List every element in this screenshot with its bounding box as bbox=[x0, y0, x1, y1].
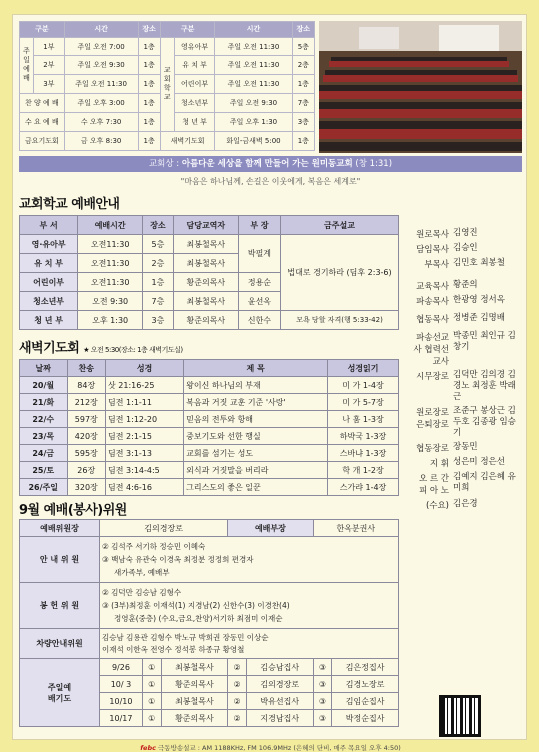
prayer-cell: 김의경장로 bbox=[246, 676, 313, 693]
staff-row bbox=[411, 472, 523, 496]
edu-header: 예배시간 bbox=[78, 216, 143, 235]
dawn-cell: 딤전 4:6-16 bbox=[106, 479, 184, 496]
schedule-cell: 1층 bbox=[138, 75, 160, 94]
staff-role: 협동목사 bbox=[416, 315, 449, 325]
church-slogan: "마음은 하나님께, 손길은 이웃에게, 복음은 세계로" bbox=[180, 177, 361, 186]
edu-sermon: 법대로 경기하라 (딤후 2:3-6) bbox=[281, 235, 399, 311]
prayer-cell: 지경남집사 bbox=[246, 710, 313, 727]
parking-label: 차량안내위원 bbox=[20, 629, 100, 659]
schedule-cell: 영유아부 bbox=[174, 37, 215, 56]
staff-names: 김은경 bbox=[453, 499, 478, 509]
edu-header: 금주설교 bbox=[281, 216, 399, 235]
staff-role: 오 르 간 피 아 노 bbox=[418, 474, 449, 496]
edu-cell: 2층 bbox=[143, 254, 174, 273]
schedule-cell: 2부 bbox=[34, 56, 65, 75]
staff-names: 김덕만 김의경 김경노 최정훈 박래근 bbox=[453, 370, 516, 402]
staff-names: 박종민 최인규 김창기 bbox=[453, 331, 516, 352]
schedule-cell: 7층 bbox=[292, 94, 314, 113]
dawn-cell: 21/화 bbox=[20, 394, 68, 411]
offering-line: ③ (3부)최정훈 이재석(1) 지경남(2) 신한수(3) 이경찬(4) bbox=[102, 601, 290, 610]
schedule-cell: 주일 오전 11:30 bbox=[215, 37, 292, 56]
prayer-cell: 박정순집사 bbox=[332, 710, 399, 727]
dawn-cell: 삿 21:16-25 bbox=[106, 377, 184, 394]
prayer-cell: ③ bbox=[313, 659, 332, 676]
edu-cell: 오전11:30 bbox=[78, 273, 143, 292]
staff-role: 교육목사 bbox=[416, 282, 449, 292]
staff-names: 한광영 정서옥 bbox=[453, 295, 505, 305]
schedule-cell: 수 요 예 배 bbox=[20, 113, 65, 132]
prayer-label-cell bbox=[20, 659, 100, 727]
schedule-cell: 주일 오전 11:30 bbox=[64, 75, 138, 94]
staff-names: 김예지 김은혜 유미희 bbox=[453, 472, 516, 493]
chair-label: 예배위원장 bbox=[20, 520, 100, 537]
qr-code[interactable] bbox=[439, 695, 481, 737]
edu-cell: 청소년부 bbox=[20, 292, 78, 311]
dawn-cell: 왕이신 하나님의 부재 bbox=[184, 377, 328, 394]
prayer-cell: ① bbox=[142, 676, 161, 693]
dawn-cell: 26/주일 bbox=[20, 479, 68, 496]
schedule-cell: 찬 양 예 배 bbox=[20, 94, 65, 113]
staff-role: 부목사 bbox=[424, 260, 449, 270]
guide-line: 새가족부, 예배부 bbox=[114, 568, 170, 577]
staff-role: 협동장로 bbox=[416, 444, 449, 454]
dawn-header: 찬송 bbox=[67, 360, 106, 377]
schedule-header: 시간 bbox=[215, 22, 292, 38]
schedule-cell: 1층 bbox=[138, 56, 160, 75]
edu-header: 담당교역자 bbox=[173, 216, 238, 235]
staff-names: 황준의 bbox=[453, 280, 478, 290]
prayer-cell: ① bbox=[142, 693, 161, 710]
staff-names: 조준구 봉상근 김두호 김종광 임승기 bbox=[453, 406, 516, 438]
staff-names: 정병준 김명배 bbox=[453, 313, 505, 323]
schedule-cell: 유 치 부 bbox=[174, 56, 215, 75]
staff-role: 지 휘 bbox=[429, 459, 449, 469]
prayer-label: 주일예배기도 bbox=[47, 682, 72, 703]
prayer-cell: ② bbox=[228, 659, 247, 676]
prayer-date: 10/ 3 bbox=[100, 676, 143, 693]
dawn-cell: 25/토 bbox=[20, 462, 68, 479]
dawn-title: 새벽기도회 bbox=[19, 341, 80, 356]
committee-table bbox=[19, 519, 399, 727]
dawn-cell: 나 훔 1-3장 bbox=[328, 411, 399, 428]
motto-ref: (창 1:31) bbox=[352, 159, 393, 169]
footer bbox=[19, 743, 522, 752]
edu-cell: 청 년 부 bbox=[20, 311, 78, 330]
schedule-cell: 1층 bbox=[138, 113, 160, 132]
dawn-cell: 그리스도의 좋은 일꾼 bbox=[184, 479, 328, 496]
schedule-cell: 청 년 부 bbox=[174, 113, 215, 132]
schedule-cell: 주일 오전 9:30 bbox=[64, 56, 138, 75]
schedule-cell: 주일 오전 11:30 bbox=[215, 56, 292, 75]
prayer-cell: ③ bbox=[313, 693, 332, 710]
schedule-table bbox=[19, 21, 315, 151]
edu-header: 장소 bbox=[143, 216, 174, 235]
vice-label: 예배부장 bbox=[228, 520, 313, 537]
schedule-cell: 3부 bbox=[34, 75, 65, 94]
schedule-cell: 5층 bbox=[292, 37, 314, 56]
dawn-cell: 딤전 2:1-15 bbox=[106, 428, 184, 445]
offering-line: ② 김덕만 김승남 김형수 bbox=[102, 588, 182, 597]
schedule-cell: 주일 오후 1:30 bbox=[215, 113, 292, 132]
dawn-cell: 학 개 1-2장 bbox=[328, 462, 399, 479]
prayer-date: 9/26 bbox=[100, 659, 143, 676]
edu-cell: 오전 9:30 bbox=[78, 292, 143, 311]
worship-group-label: 주일예배 bbox=[20, 37, 34, 94]
staff-role: 파송목사 bbox=[416, 297, 449, 307]
staff-row bbox=[411, 331, 523, 367]
edu-cell: 오전11:30 bbox=[78, 254, 143, 273]
parking-line: 김승남 김용관 김형수 박노규 박희권 장동민 이상순 bbox=[102, 632, 269, 642]
offering-names bbox=[100, 583, 399, 629]
dawn-cell: 84장 bbox=[67, 377, 106, 394]
prayer-cell: ② bbox=[228, 676, 247, 693]
dawn-cell: 212장 bbox=[67, 394, 106, 411]
edu-cell: 최봉철목사 bbox=[173, 235, 238, 254]
staff-row bbox=[411, 228, 523, 240]
schedule-cell: 1층 bbox=[292, 132, 314, 151]
schedule-cell: 화일-금새벽 5:00 bbox=[215, 132, 292, 151]
staff-row bbox=[411, 295, 523, 307]
edu-cell: 3층 bbox=[143, 311, 174, 330]
chair-name: 김의경장로 bbox=[100, 520, 228, 537]
schedule-cell: 1부 bbox=[34, 37, 65, 56]
schedule-cell: 3층 bbox=[292, 113, 314, 132]
dawn-cell: 420장 bbox=[67, 428, 106, 445]
edu-section-title: 교회학교 예배안내 bbox=[19, 197, 120, 212]
staff-role: 시무장로 bbox=[416, 372, 449, 382]
dawn-header: 성경읽기 bbox=[328, 360, 399, 377]
edu-header: 부 서 bbox=[20, 216, 78, 235]
dawn-cell: 595장 bbox=[67, 445, 106, 462]
edu-cell: 최봉철목사 bbox=[173, 254, 238, 273]
bulletin-page bbox=[12, 14, 527, 752]
dawn-cell: 복음과 거짓 교훈 기준 '사랑' bbox=[184, 394, 328, 411]
prayer-date: 10/17 bbox=[100, 710, 143, 727]
schedule-cell: 1층 bbox=[138, 37, 160, 56]
schedule-header: 구분 bbox=[160, 22, 215, 38]
schedule-header: 구분 bbox=[20, 22, 65, 38]
dawn-cell: 22/수 bbox=[20, 411, 68, 428]
dawn-header: 성경 bbox=[106, 360, 184, 377]
prayer-date: 10/10 bbox=[100, 693, 143, 710]
staff-role: 파송선교사 협력선교사 bbox=[413, 333, 449, 367]
prayer-cell: 김경노장로 bbox=[332, 676, 399, 693]
prayer-cell: ② bbox=[228, 693, 247, 710]
staff-row bbox=[411, 280, 523, 292]
schedule-cell: 금 오후 8:30 bbox=[64, 132, 138, 151]
edu-cell: 유 치 부 bbox=[20, 254, 78, 273]
staff-row bbox=[411, 406, 523, 439]
edu-cell: 황준의목사 bbox=[173, 273, 238, 292]
schedule-header: 장소 bbox=[292, 22, 314, 38]
staff-role: 원로목사 bbox=[416, 230, 449, 240]
dawn-cell: 교회를 섬기는 성도 bbox=[184, 445, 328, 462]
staff-names: 김민호 최봉철 bbox=[453, 258, 505, 268]
schedule-cell: 주일 오후 3:00 bbox=[64, 94, 138, 113]
prayer-cell: 박유선집사 bbox=[246, 693, 313, 710]
edu-cell: 어린이부 bbox=[20, 273, 78, 292]
dawn-cell: 스바냐 1-3장 bbox=[328, 445, 399, 462]
prayer-cell: 김은정집사 bbox=[332, 659, 399, 676]
dawn-cell: 320장 bbox=[67, 479, 106, 496]
schedule-cell: 어린이부 bbox=[174, 75, 215, 94]
prayer-cell: ① bbox=[142, 659, 161, 676]
dawn-cell: 하박국 1-3장 bbox=[328, 428, 399, 445]
staff-names: 김영진 bbox=[453, 228, 478, 238]
dawn-cell: 딤전 1:1-11 bbox=[106, 394, 184, 411]
dawn-cell: 미 가 1-4장 bbox=[328, 377, 399, 394]
prayer-cell: 김임순집사 bbox=[332, 693, 399, 710]
prayer-cell: 최봉철목사 bbox=[161, 659, 228, 676]
edu-cell: 5층 bbox=[143, 235, 174, 254]
edu-cell: 황준의목사 bbox=[173, 311, 238, 330]
staff-role: (수요) bbox=[425, 501, 449, 511]
edu-cell: 1층 bbox=[143, 273, 174, 292]
staff-row bbox=[411, 370, 523, 403]
motto-prefix: 교회상 : bbox=[148, 159, 182, 169]
dawn-cell: 20/월 bbox=[20, 377, 68, 394]
schedule-cell: 청소년부 bbox=[174, 94, 215, 113]
edu-youth-sermon: 모욕 당할 자격(행 5:33-42) bbox=[281, 311, 399, 330]
prayer-cell: ② bbox=[228, 710, 247, 727]
edu-cell: 정용순 bbox=[238, 273, 280, 292]
motto-text: 아름다운 세상을 함께 만들어 가는 원미동교회 bbox=[181, 159, 353, 169]
prayer-cell: 김승남집사 bbox=[246, 659, 313, 676]
guide-line: ③ 백남숙 유관숙 이경옥 최정분 정정희 편경자 bbox=[102, 555, 254, 564]
schedule-cell: 1층 bbox=[138, 94, 160, 113]
guide-label: 안 내 위 원 bbox=[20, 537, 100, 583]
staff-row bbox=[411, 243, 523, 255]
schedule-cell: 1층 bbox=[292, 75, 314, 94]
dawn-cell: 딤전 3:14-4:5 bbox=[106, 462, 184, 479]
edu-cell: 오전11:30 bbox=[78, 235, 143, 254]
schedule-cell: 금요기도회 bbox=[20, 132, 65, 151]
staff-row bbox=[411, 499, 523, 511]
schedule-cell: 주일 오전 11:30 bbox=[215, 75, 292, 94]
edu-cell: 최봉철목사 bbox=[173, 292, 238, 311]
staff-row bbox=[411, 313, 523, 325]
schedule-cell: 주일 오전 9:30 bbox=[215, 94, 292, 113]
edu-table bbox=[19, 215, 399, 330]
prayer-cell: 황준의목사 bbox=[161, 676, 228, 693]
schedule-cell: 2층 bbox=[292, 56, 314, 75]
staff-names: 김승인 bbox=[453, 243, 478, 253]
dawn-cell: 믿음의 전투와 항해 bbox=[184, 411, 328, 428]
schedule-cell: 주일 오전 7:00 bbox=[64, 37, 138, 56]
prayer-cell: ③ bbox=[313, 676, 332, 693]
dawn-header: 날짜 bbox=[20, 360, 68, 377]
schedule-cell: 1층 bbox=[138, 132, 160, 151]
edu-cell: 오후 1:30 bbox=[78, 311, 143, 330]
edu-cell: 박필계 bbox=[238, 235, 280, 273]
dawn-header: 제 목 bbox=[184, 360, 328, 377]
prayer-cell: ① bbox=[142, 710, 161, 727]
motto-banner bbox=[19, 156, 522, 172]
dawn-cell: 스가랴 1-4장 bbox=[328, 479, 399, 496]
dawn-table bbox=[19, 359, 399, 496]
offering-line: 정영훈(중층) (수요,금요,찬양)서기하 최점미 이재순 bbox=[114, 614, 283, 623]
dawn-cell: 26장 bbox=[67, 462, 106, 479]
vice-name: 한옥분권사 bbox=[313, 520, 398, 537]
edu-header: 부 장 bbox=[238, 216, 280, 235]
footer-text: 극동방송설교 : AM 1188KHz, FM 106.9MHz (은혜의 단비, 매주 목요일 오후 4:50) bbox=[158, 744, 401, 752]
staff-names: 장동민 bbox=[453, 442, 478, 452]
dawn-cell: 24/금 bbox=[20, 445, 68, 462]
schedule-header: 장소 bbox=[138, 22, 160, 38]
dawn-cell: 외식과 거짓말을 버리라 bbox=[184, 462, 328, 479]
staff-role: 담임목사 bbox=[416, 245, 449, 255]
dawn-cell: 미 가 5-7장 bbox=[328, 394, 399, 411]
staff-names: 성은미 정은선 bbox=[453, 457, 505, 467]
schedule-header: 시간 bbox=[64, 22, 138, 38]
guide-line: ② 김석주 서기하 정승민 이혜숙 bbox=[102, 542, 206, 551]
febc-logo: febc bbox=[140, 744, 156, 752]
staff-role: 원로장로 은퇴장로 bbox=[416, 408, 449, 430]
sanctuary-photo bbox=[319, 21, 522, 153]
prayer-cell: 최봉철목사 bbox=[161, 693, 228, 710]
prayer-cell: ③ bbox=[313, 710, 332, 727]
dawn-section-title bbox=[19, 337, 183, 356]
offering-label: 봉 헌 위 원 bbox=[20, 583, 100, 629]
dawn-cell: 중보기도와 선한 행실 bbox=[184, 428, 328, 445]
dawn-cell: 딤전 1:12-20 bbox=[106, 411, 184, 428]
staff-row bbox=[411, 442, 523, 454]
edu-cell: 신한수 bbox=[238, 311, 280, 330]
guide-names bbox=[100, 537, 399, 583]
edu-cell: 윤선옥 bbox=[238, 292, 280, 311]
staff-row bbox=[411, 457, 523, 469]
dawn-cell: 597장 bbox=[67, 411, 106, 428]
parking-line: 이재석 이한옥 전영수 정석봉 하종규 황영철 bbox=[102, 644, 245, 654]
dawn-note: ★ 오전 5:30(장소: 1층 새벽기도실) bbox=[83, 346, 183, 354]
dawn-cell: 딤전 3:1-13 bbox=[106, 445, 184, 462]
staff-list bbox=[411, 228, 523, 514]
dawn-cell: 23/목 bbox=[20, 428, 68, 445]
edu-cell: 영·유아부 bbox=[20, 235, 78, 254]
schedule-cell: 새벽기도회 bbox=[160, 132, 215, 151]
parking-names bbox=[100, 629, 399, 659]
committee-section-title: 9월 예배(봉사)위원 bbox=[19, 503, 127, 518]
staff-row bbox=[411, 258, 523, 270]
edu-cell: 7층 bbox=[143, 292, 174, 311]
schedule-cell: 수 오후 7:30 bbox=[64, 113, 138, 132]
edu-group-label: 교회학교 bbox=[160, 37, 174, 131]
prayer-cell: 황준의목사 bbox=[161, 710, 228, 727]
